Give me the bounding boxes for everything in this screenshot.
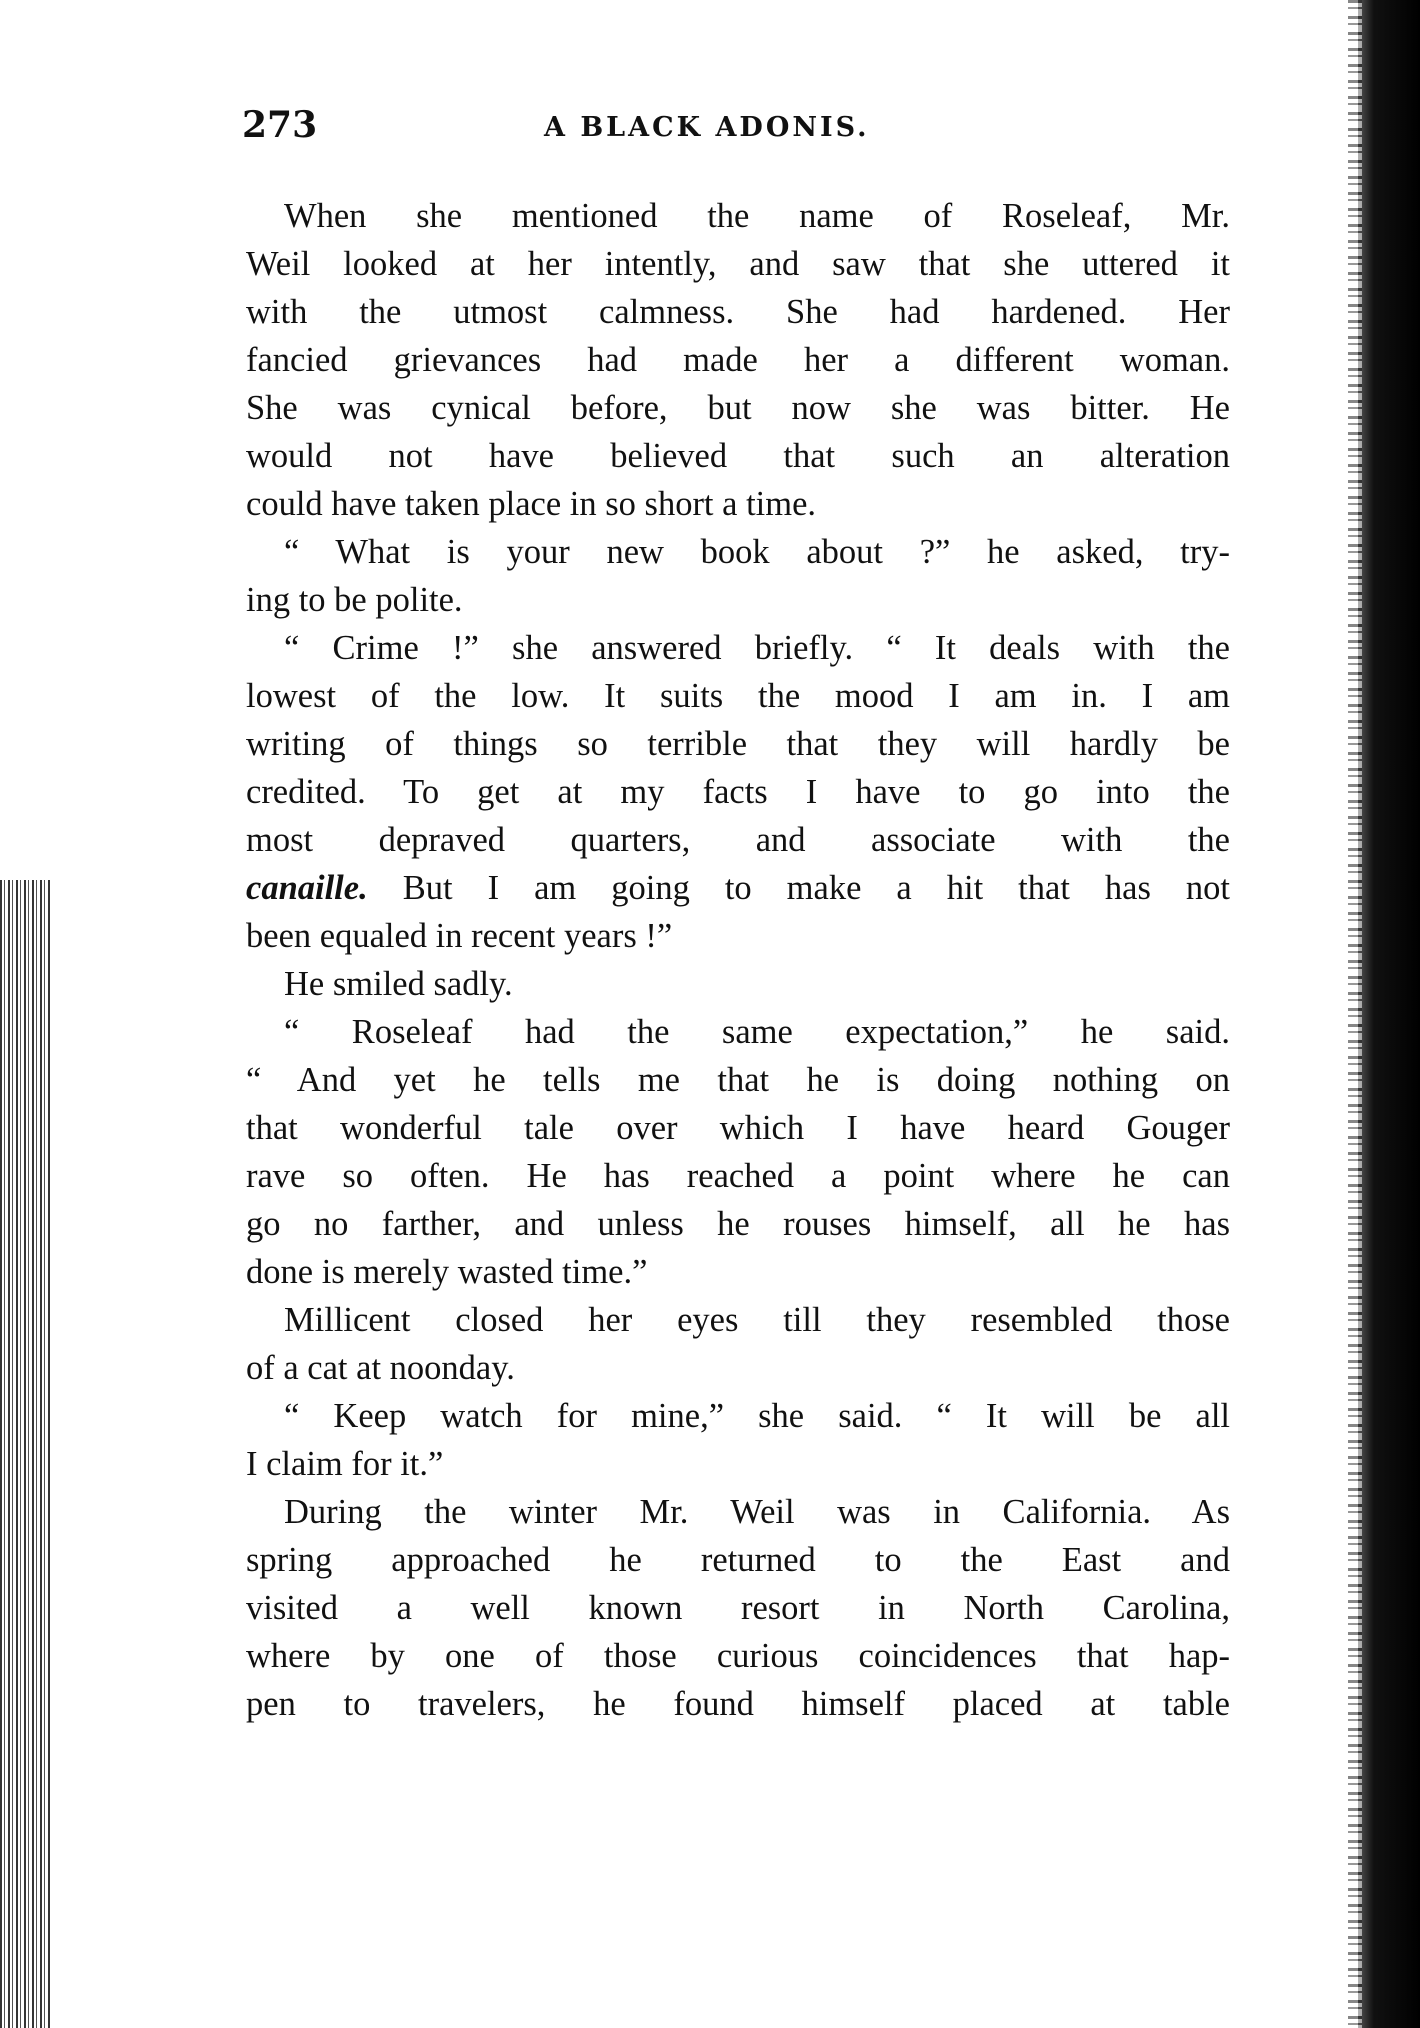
text-line <box>246 1344 1230 1392</box>
text-line <box>246 1248 1230 1296</box>
text-line <box>246 192 1230 240</box>
page-number: 273 <box>242 104 318 146</box>
text-line <box>246 288 1230 336</box>
text-line <box>246 1488 1230 1536</box>
text-line <box>246 528 1230 576</box>
text-line <box>246 768 1230 816</box>
text-line <box>246 1104 1230 1152</box>
text-line <box>246 1296 1230 1344</box>
line-text: ing to be polite. <box>246 581 463 619</box>
text-line <box>246 1200 1230 1248</box>
line-text: visited a well known resort in North Carolina, <box>246 1589 1230 1627</box>
line-text: could have taken place in so short a time. <box>246 485 817 523</box>
text-line <box>246 720 1230 768</box>
text-line <box>246 1632 1230 1680</box>
line-text: “ Crime !” she answered briefly. “ It deals with the <box>284 629 1230 667</box>
line-text: with the utmost calmness. She had hardened. Her <box>246 293 1230 331</box>
line-text: go no farther, and unless he rouses himself, all he has <box>246 1205 1230 1243</box>
text-line <box>246 1056 1230 1104</box>
line-text: spring approached he returned to the East and <box>246 1541 1230 1579</box>
line-text: would not have believed that such an alteration <box>246 437 1230 475</box>
line-text: fancied grievances had made her a different woman. <box>246 341 1230 379</box>
text-line <box>246 912 1230 960</box>
line-text: “ And yet he tells me that he is doing nothing on <box>246 1061 1230 1099</box>
line-text: done is merely wasted time.” <box>246 1253 648 1291</box>
body-text <box>246 192 1230 1728</box>
line-text: Millicent closed her eyes till they resembled those <box>284 1301 1230 1339</box>
page-edge-shadow-right <box>1358 0 1420 2028</box>
text-line <box>246 624 1230 672</box>
binding-shadow-left <box>0 880 52 2028</box>
text-line <box>246 576 1230 624</box>
text-line <box>246 672 1230 720</box>
text-line <box>246 240 1230 288</box>
line-text: of a cat at noonday. <box>246 1349 515 1387</box>
line-text: been equaled in recent years !” <box>246 917 673 955</box>
text-line <box>246 1152 1230 1200</box>
page-header <box>242 104 1242 154</box>
text-line <box>246 1584 1230 1632</box>
line-text: Weil looked at her intently, and saw that she uttered it <box>246 245 1230 283</box>
text-line <box>246 960 1230 1008</box>
page-edge-texture-right <box>1348 0 1362 2028</box>
line-text: writing of things so terrible that they will hardly be <box>246 725 1230 763</box>
text-line <box>246 384 1230 432</box>
line-text: When she mentioned the name of Roseleaf, Mr. <box>284 197 1230 235</box>
text-line <box>246 1680 1230 1728</box>
line-text: credited. To get at my facts I have to go into the <box>246 773 1230 811</box>
text-line <box>246 432 1230 480</box>
text-line <box>246 864 1230 912</box>
line-text: pen to travelers, he found himself placed at table <box>246 1685 1230 1723</box>
line-text: that wonderful tale over which I have heard Gouger <box>246 1109 1230 1147</box>
line-text: “ What is your new book about ?” he asked, try- <box>284 533 1230 571</box>
line-text: He smiled sadly. <box>284 965 513 1003</box>
line-text: During the winter Mr. Weil was in California. As <box>284 1493 1230 1531</box>
text-line <box>246 816 1230 864</box>
line-text: “ Keep watch for mine,” she said. “ It will be all <box>284 1397 1230 1435</box>
line-text: I claim for it.” <box>246 1445 444 1483</box>
text-line <box>246 480 1230 528</box>
line-text: But I am going to make a hit that has not <box>367 869 1230 907</box>
line-text: rave so often. He has reached a point where he can <box>246 1157 1230 1195</box>
text-line <box>246 1440 1230 1488</box>
text-line <box>246 336 1230 384</box>
line-text: lowest of the low. It suits the mood I am in. I am <box>246 677 1230 715</box>
running-head: A BLACK ADONIS. <box>544 112 870 143</box>
line-text: where by one of those curious coincidences that hap- <box>246 1637 1230 1675</box>
italic-word: canaille. <box>246 869 368 907</box>
text-line <box>246 1536 1230 1584</box>
line-text: most depraved quarters, and associate with the <box>246 821 1230 859</box>
line-text: “ Roseleaf had the same expectation,” he said. <box>284 1013 1230 1051</box>
text-line <box>246 1392 1230 1440</box>
line-text: She was cynical before, but now she was bitter. He <box>246 389 1230 427</box>
text-line <box>246 1008 1230 1056</box>
